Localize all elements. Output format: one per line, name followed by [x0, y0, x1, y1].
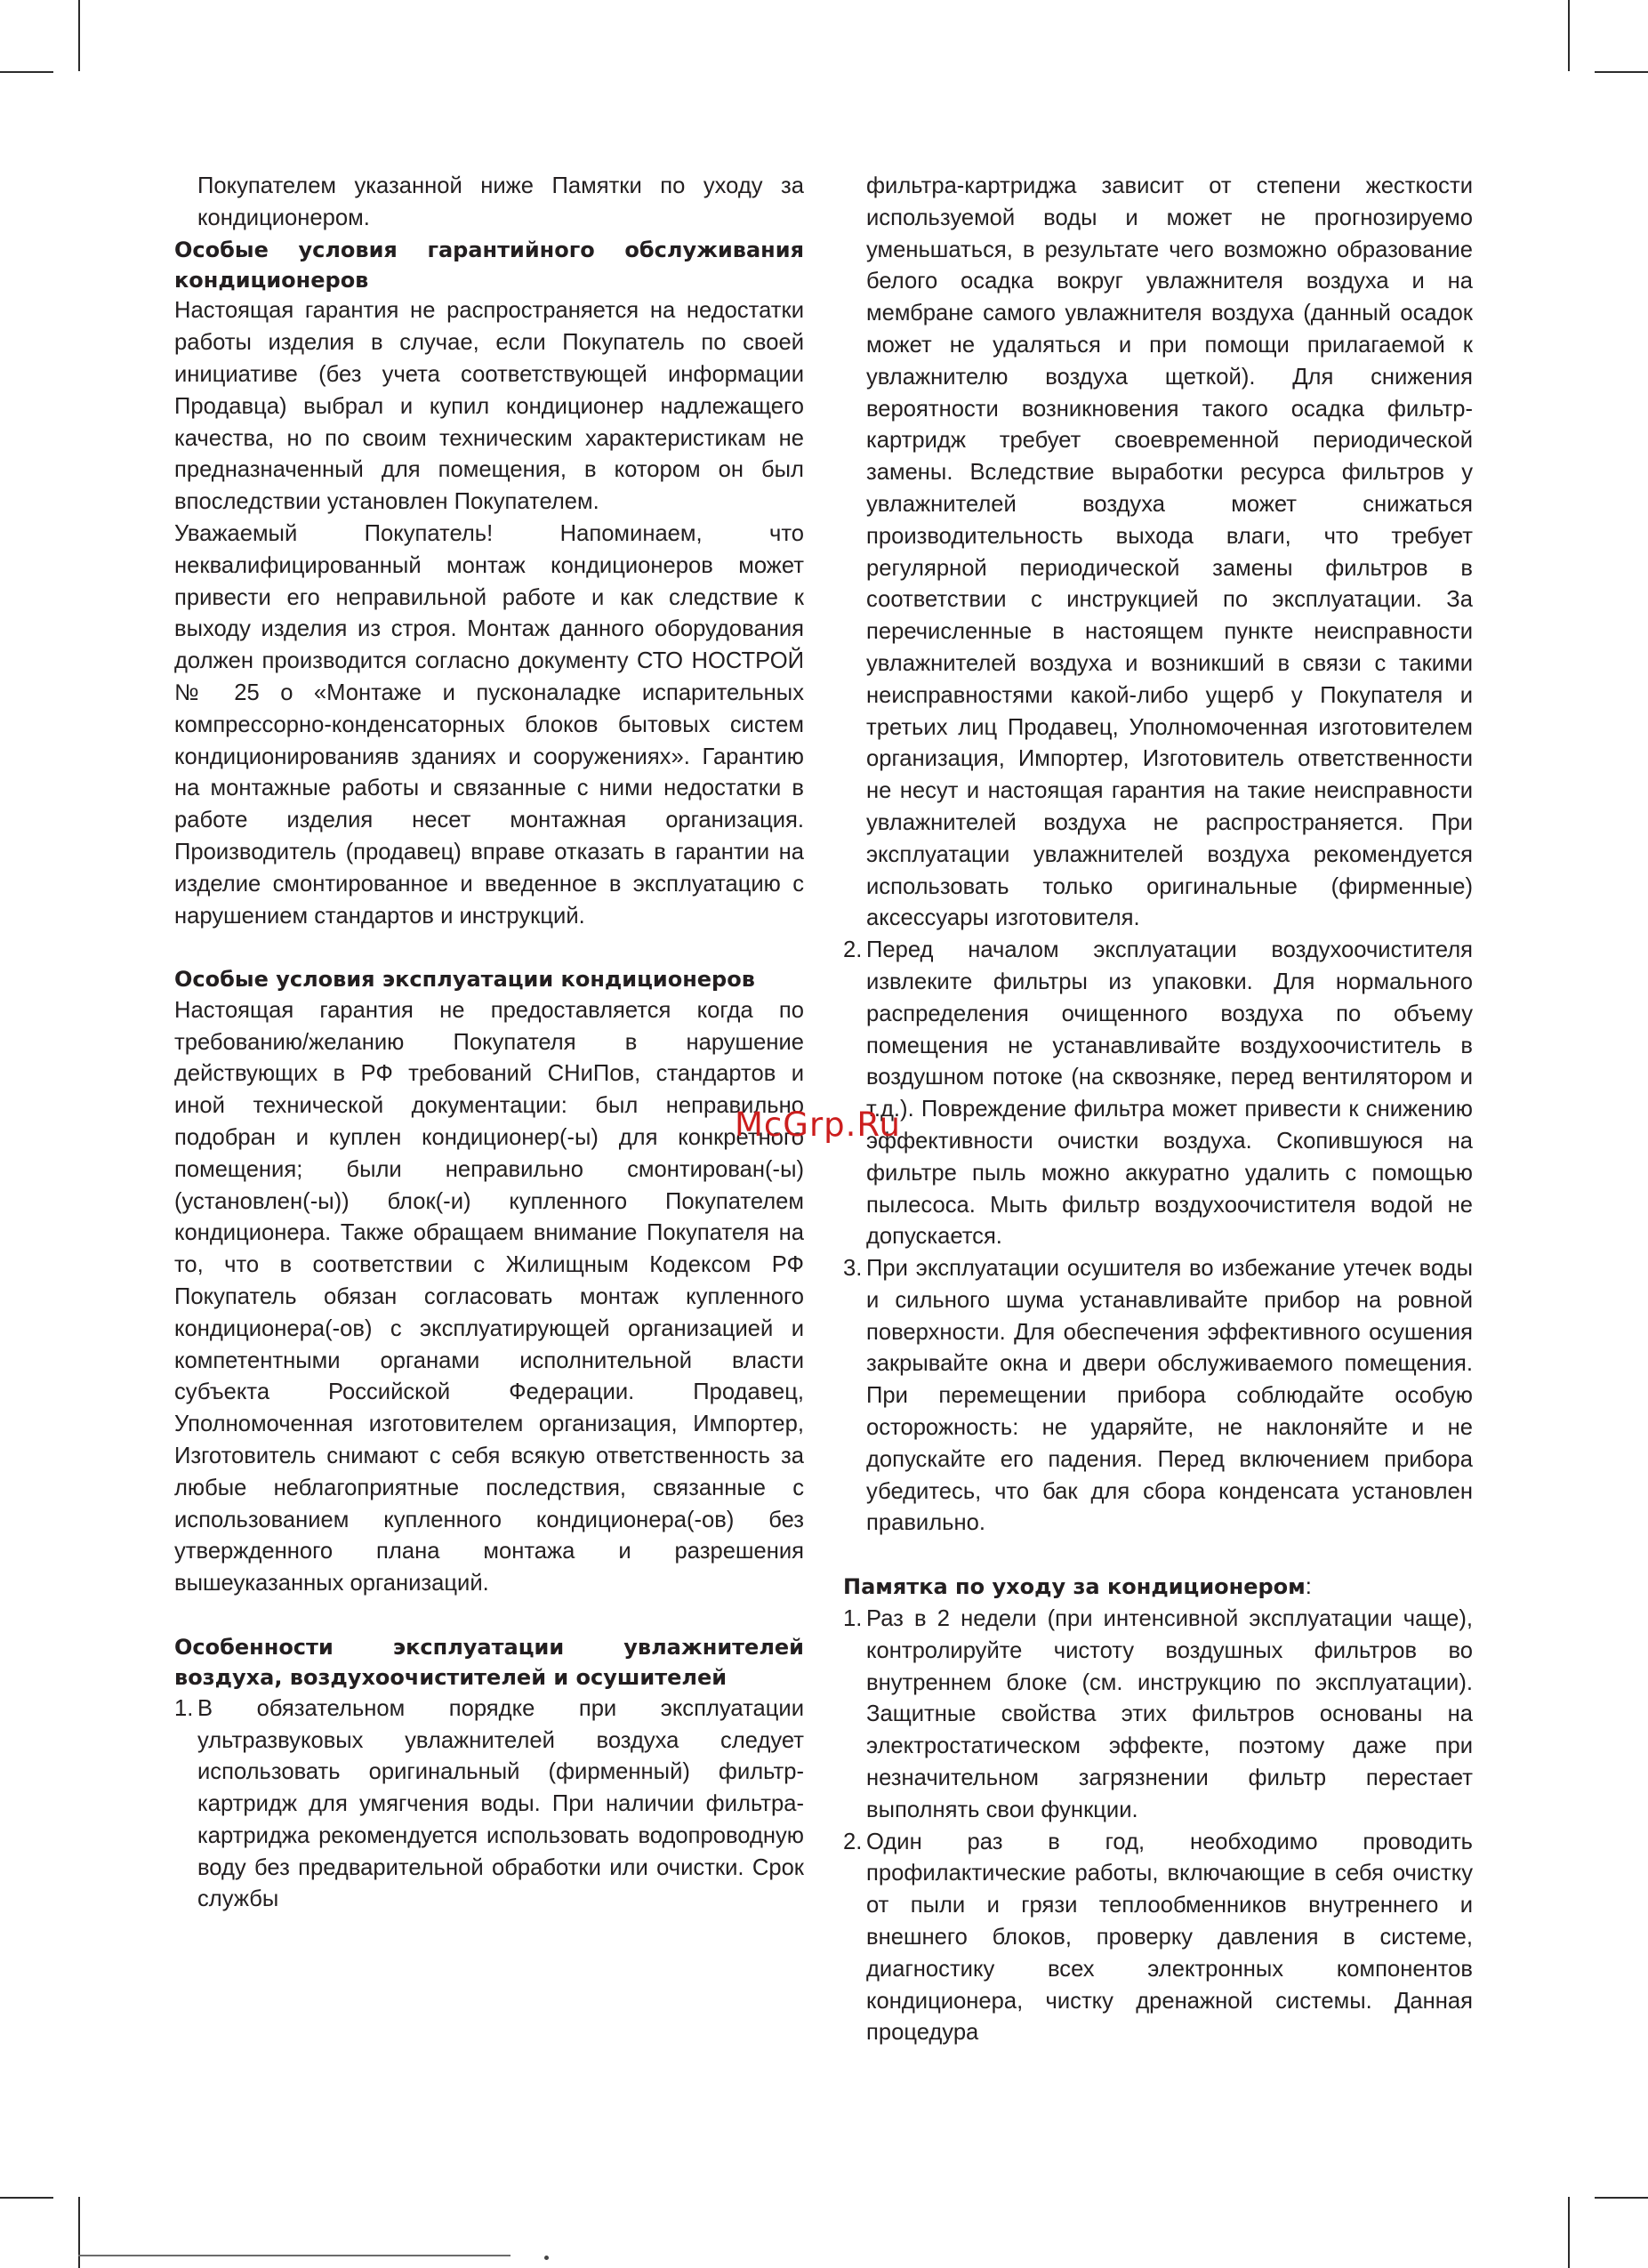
list-text: Перед началом эксплуатации воздухоочистителя извлеките фильтры из упаковки. Для нормального распределения очищенного воздуха по объему помещения не устанавливайте воздухоочиститель в воздушном потоке (на сквозняке, перед вентилятором и т.д.). Повреждение фильтра может привести к снижению эффективности очистки воздуха. Скопившуюся на фильтре пыль можно аккуратно удалить с помощью пылесоса. Мыть фильтр воздухоочистителя водой не допускается.	[866, 937, 1473, 1250]
paragraph: Настоящая гарантия не предоставляется когда по требованию/желанию Покупателя в нарушение действующих в РФ требований СНиПов, стандартов и иной технической документации: был неправильно подобран и куплен кондиционер(-ы) для конкретного помещения; были неправильно смонтирован(-ы) (установлен(-ы)) блок(-и) купленного Покупателем кондиционера. Также обращаем внимание Покупателя на то, что в соответствии с Жилищным Кодексом РФ Покупатель обязан согласовать монтаж купленного кондиционера(-ов) с эксплуатирующей организацией и компетентными органами исполнительной власти субъекта Российской Федерации. Продавец, Уполномоченная изготовителем организация, Импортер, Изготовитель снимают с себя всякую ответственность за любые неблагоприятные последствия, связанные с использованием купленного кондиционера(-ов) без утвержденного плана монтажа и разрешения вышеуказанных организаций.	[174, 997, 804, 1596]
list-text: Один раз в год, необходимо проводить профилактические работы, включающие в себя очистку от пыли и грязи теплообменников внутреннего и внешнего блоков, проверку давления в системе, диагностику всех электронных компонентов кондиционера, чистку дренажной системы. Данная процедура	[866, 1829, 1473, 2046]
list-item	[843, 1604, 1473, 1827]
list-text: Раз в 2 недели (при интенсивной эксплуатации чаще), контролируйте чистоту воздушных фильтров во внутреннем блоке (см. инструкцию по эксплуатации). Защитные свойства этих фильтров основаны на электростатическом эффекте, поэтому даже при незначительном загрязнении фильтр перестает выполнять свои функции.	[866, 1606, 1473, 1822]
crop-mark	[78, 2197, 80, 2268]
crop-mark	[1568, 0, 1570, 71]
section-heading: Памятка по уходу за кондиционером	[843, 1574, 1306, 1600]
list-item	[843, 935, 1473, 1253]
left-column	[174, 171, 804, 1916]
crop-mark	[1568, 2197, 1570, 2268]
section-heading: Особые условия гарантийного обслуживания кондиционеров	[174, 237, 804, 293]
footer-rule	[78, 2255, 510, 2256]
crop-mark	[78, 0, 80, 71]
crop-mark	[1595, 2197, 1648, 2199]
list-item	[843, 1253, 1473, 1540]
list-number: 2.	[843, 1829, 863, 1854]
list-text: В обязательном порядке при эксплуатации ультразвуковых увлажнителей воздуха следует использовать оригинальный (фирменный) фильтр-картридж для умягчения воды. При наличии фильтра-картриджа рекомендуется использовать водопроводную воду без предварительной обработки или очистки. Срок службы	[197, 1695, 804, 1912]
list-text: При эксплуатации осушителя во избежание утечек воды и сильного шума устанавливайте прибор на ровной поверхности. Для обеспечения эффективного осушения закрывайте окна и двери обслуживаемого помещения. При перемещении прибора соблюдайте особую осторожность: не ударяйте, не наклоняйте и не допускайте его падения. Перед включением прибора убедитесь, что бак для сбора конденсата установлен правильно.	[866, 1256, 1473, 1536]
list-item	[174, 1693, 804, 1917]
paragraph: Покупателем указанной ниже Памятки по уходу за кондиционером.	[197, 173, 804, 230]
crop-mark	[0, 71, 53, 73]
list-item-continuation: фильтра-картриджа зависит от степени жесткости используемой воды и может не прогнозируемо уменьшаться, в результате чего возможно образование белого осадка вокруг увлажнителя воздуха и на мембране самого увлажнителя воздуха (данный осадок может не удаляться и при помощи прилагаемой к увлажнителю воздуха щеткой). Для снижения вероятности возникновения такого осадка фильтр-картридж требует своевременной периодической замены. Вследствие выработки ресурса фильтров у увлажнителей воздуха может снижаться производительность выхода влаги, что требует регулярной периодической замены фильтров в соответствии с инструкцией по эксплуатации. За перечисленные в настоящем пункте неисправности увлажнителей воздуха и возникший в связи с такими неисправностями какой-либо ущерб у Покупателя и третьих лиц Продавец, Уполномоченная изготовителем организация, Импортер, Изготовитель ответственности не несут и настоящая гарантия на такие неисправности увлажнителей воздуха не распространяется. При эксплуатации увлажнителей воздуха рекомендуется использовать только оригинальные (фирменные) аксессуары изготовителя.	[866, 173, 1473, 931]
watermark: McGrp.Ru	[735, 1106, 901, 1144]
list-item	[843, 1827, 1473, 2050]
right-column	[843, 171, 1473, 2049]
section-heading-line	[843, 1572, 1473, 1604]
paragraph: Настоящая гарантия не распространяется на недостатки работы изделия в случае, если Покупатель по своей инициативе (без учета соответствующей информации Продавца) выбрал и купил кондиционер надлежащего качества, но по своим техническим характеристикам не предназначенный для помещения, в котором он был впоследствии установлен Покупателем.	[174, 298, 804, 515]
list-number: 2.	[843, 937, 863, 963]
section-heading: Особенности эксплуатации увлажнителей воздуха, воздухоочистителей и осушителей	[174, 1634, 804, 1691]
crop-mark	[0, 2197, 53, 2199]
list-number: 1.	[174, 1695, 194, 1721]
paragraph: Уважаемый Покупатель! Напоминаем, что неквалифицированный монтаж кондиционеров может привести его неправильной работе и как следствие к выходу изделия из строя. Монтаж данного оборудования должен производится согласно документу СТО НОСТРОЙ № 25 о «Монтаже и пусконаладке испарительных компрессорно-конденсаторных блоков бытовых систем кондиционированияв зданиях и сооружениях». Гарантию на монтажные работы и связанные с ними недостатки в работе изделия несет монтажная организация. Производитель (продавец) вправе отказать в гарантии на изделие смонтированное и введенное в эксплуатацию с нарушением стандартов и инструкций.	[174, 520, 804, 929]
list-number: 1.	[843, 1606, 863, 1632]
footer-dot	[544, 2256, 549, 2260]
list-number: 3.	[843, 1256, 863, 1282]
heading-colon: :	[1305, 1574, 1312, 1600]
crop-mark	[1595, 71, 1648, 73]
section-heading: Особые условия эксплуатации кондиционеров	[174, 967, 755, 993]
